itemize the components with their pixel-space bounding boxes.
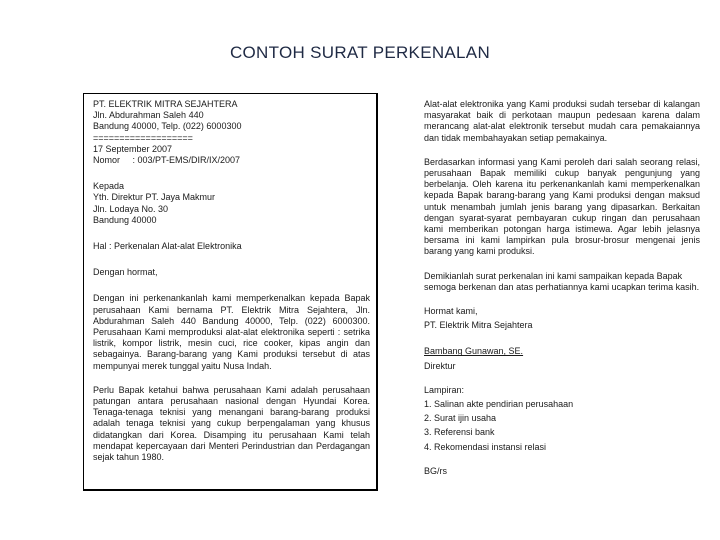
letter-paragraph-5: Demikianlah surat perkenalan ini kami sampaikan kepada Bapak semoga berkenan dan atas perhatiannya kami ucapkan terima kasih. (424, 270, 700, 292)
attachment-item: 2. Surat ijin usaha (424, 413, 497, 424)
letterhead-company: PT. ELEKTRIK MITRA SEJAHTERA (93, 99, 238, 109)
attachment-item: 3. Referensi bank (424, 427, 495, 438)
letter-date: 17 September 2007 (93, 143, 173, 154)
letter-number: Nomor : 003/PT-EMS/DIR/IX/2007 (93, 155, 241, 166)
attachment-item: 4. Rekomendasi instansi relasi (424, 441, 547, 452)
letterhead-separator: =================== (93, 132, 193, 143)
closing-company: PT. Elektrik Mitra Sejahtera (424, 320, 533, 331)
closing-salutation: Hormat kami, (424, 306, 478, 317)
page-title: CONTOH SURAT PERKENALAN (229, 43, 491, 62)
letter-greeting: Dengan hormat, (93, 267, 158, 278)
letter-paragraph-3: Alat-alat elektronika yang Kami produksi sudah tersebar di kalangan masyarakat baik di perkotaan maupun pedesaan karena dalam merancang alat-alat elektronik tersebut mudah cara pemakaiannya dan tidak membahayakan setiap pemakainya. (424, 99, 700, 143)
letterhead-address-line-1: Jln. Abdurahman Saleh 440 (93, 110, 204, 121)
letter-right-column (424, 99, 700, 477)
recipient-street: Jln. Lodaya No. 30 (93, 203, 169, 214)
signatory-name: Bambang Gunawan, SE. (424, 346, 524, 357)
recipient-name: Yth. Direktur PT. Jaya Makmur (93, 192, 216, 203)
letter-paragraph-2: Perlu Bapak ketahui bahwa perusahaan Kami adalah perusahaan patungan antara perusahaan nasional dengan Hyundai Korea. Tenaga-tenaga teknisi yang menangani barang-barang produksi adalah tenaga teknisi yang cukup berpengalaman yang khusus didatangkan dari Korea. Disamping itu perusahaan Kami telah mendapat kepercayaan dari Menteri Perindustrian dan Perdagangan sejak tahun 1980. (93, 384, 370, 463)
attachment-item: 1. Salinan akte pendirian perusahaan (424, 399, 574, 410)
letterhead-address-line-2: Bandung 40000, Telp. (022) 6000300 (93, 121, 242, 132)
letter-initials: BG/rs (424, 465, 448, 476)
letter-paragraph-1: Dengan ini perkenankanlah kami memperkenalkan kepada Bapak perusahaan Kami bernama PT. Elektrik Mitra Sejahtera, Jln. Abdurahman Saleh 440 Bandung 40000, Telp. (022) 6000300. Perusahaan Kami memproduksi alat-alat elektronika seperti : setrika listrik, kompor listrik, mesin cuci, rice cooker, kipas angin dan sebagainya. Barang-barang yang Kami produksi tersebut di atas mempunyai merek tunggal yaitu Nusa Indah. (93, 293, 370, 371)
signatory-title: Direktur (424, 360, 456, 371)
recipient-city: Bandung 40000 (93, 214, 157, 225)
letter-paragraph-4: Berdasarkan informasi yang Kami peroleh dari salah seorang relasi, perusahaan Bapak memiliki cukup banyak pengunjung yang berbelanja. Oleh karena itu perkenankanlah kami memperkenalkan kepada Bapak barang-barang yang Kami produksi dengan maksud untuk menambah jumlah jenis barang yang dipasarkan. Berkaitan dengan syarat-syarat pembayaran cukup ringan dan perusahaan kami memberikan potongan harga istimewa. Agar lebih jelasnya bersama ini kami lampirkan pula brosur-brosur mengenai jenis barang yang kami produksi. (424, 156, 700, 257)
recipient-label: Kepada (93, 181, 125, 192)
letter-subject: Hal : Perkenalan Alat-alat Elektronika (93, 241, 242, 252)
letter-left-column (93, 99, 370, 463)
attachments-label: Lampiran: (424, 384, 465, 395)
